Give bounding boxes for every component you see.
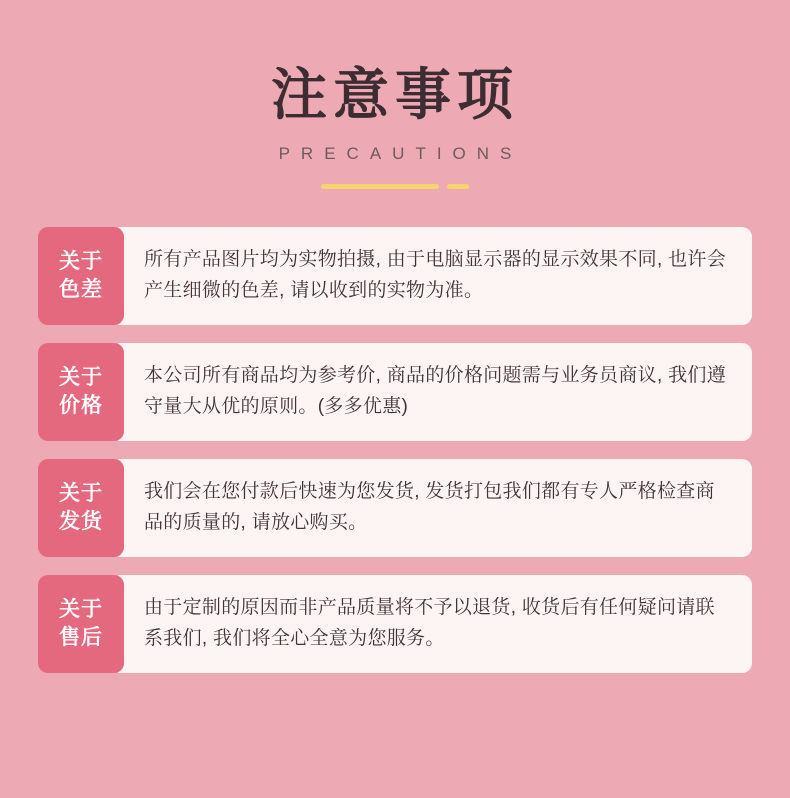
item-tag-line1: 关于 — [59, 249, 103, 273]
list-item — [38, 227, 752, 325]
item-text: 本公司所有商品均为参考价, 商品的价格问题需与业务员商议, 我们遵守量大从优的原则。(多多优惠) — [118, 343, 752, 441]
list-item — [38, 575, 752, 673]
item-text: 我们会在您付款后快速为您发货, 发货打包我们都有专人严格检查商品的质量的, 请放心购买。 — [118, 459, 752, 557]
page-subtitle: PRECAUTIONS — [278, 143, 523, 163]
page-title: 注意事项 — [271, 63, 519, 126]
item-tag-line1: 关于 — [59, 597, 103, 621]
item-tag-line1: 关于 — [59, 481, 103, 505]
item-tag-line1: 关于 — [59, 365, 103, 389]
item-tag-line2: 售后 — [59, 625, 103, 649]
item-tag-line2: 色差 — [59, 277, 103, 301]
divider-rule — [0, 184, 790, 189]
divider-segment-short — [447, 184, 469, 189]
item-text: 由于定制的原因而非产品质量将不予以退货, 收货后有任何疑问请联系我们, 我们将全心全意为您服务。 — [118, 575, 752, 673]
item-tag-color-difference — [38, 227, 124, 325]
list-item — [38, 343, 752, 441]
item-tag-shipping — [38, 459, 124, 557]
divider-segment-long — [321, 184, 439, 189]
item-tag-after-sales — [38, 575, 124, 673]
item-text: 所有产品图片均为实物拍摄, 由于电脑显示器的显示效果不同, 也许会产生细微的色差, 请以收到的实物为准。 — [118, 227, 752, 325]
item-tag-line2: 发货 — [59, 509, 103, 533]
list-item — [38, 459, 752, 557]
page-header — [0, 0, 790, 189]
precaution-list — [0, 227, 790, 673]
item-tag-line2: 价格 — [59, 393, 103, 417]
item-tag-price — [38, 343, 124, 441]
